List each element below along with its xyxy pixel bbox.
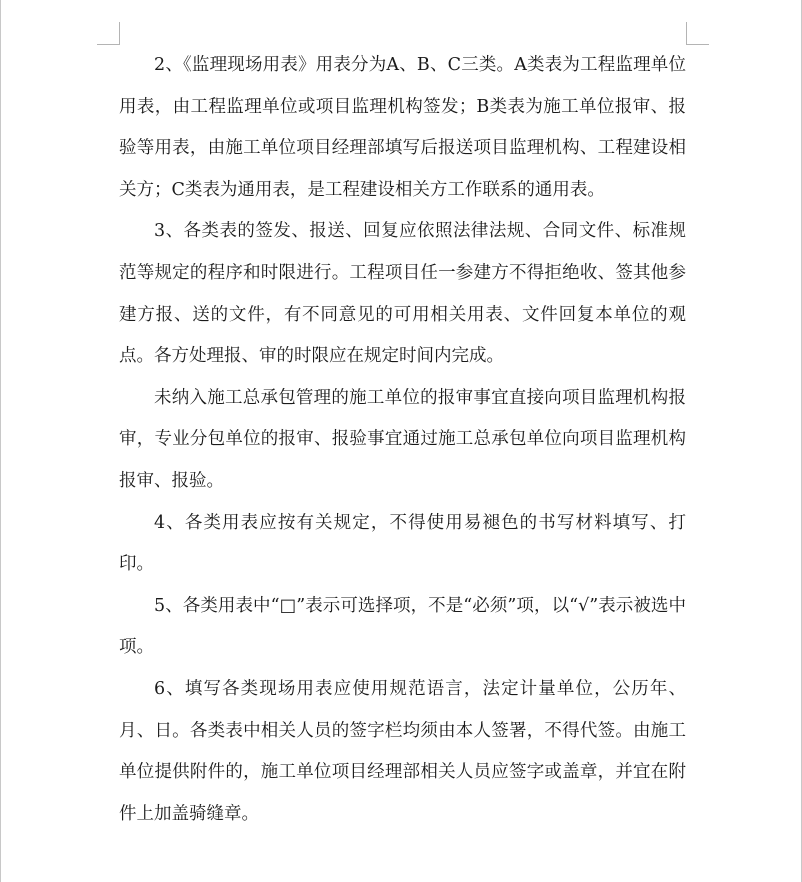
paragraph: 5、各类用表中“□”表示可选择项，不是“必须”项，以“√”表示被选中项。 xyxy=(119,595,686,658)
top-left-margin-mark xyxy=(97,22,120,45)
paragraph: 2、《监理现场用表》用表分为A、B、C三类。A类表为工程监理单位用表，由工程监理单位或项目监理机构签发；B类表为施工单位报审、报验等用表，由施工单位项目经理部填写后报送项目监理机构、工程建设相关方；C类表为通用表，是工程建设相关方工作联系的通用表。 xyxy=(119,55,686,200)
paragraph: 6、填写各类现场用表应使用规范语言，法定计量单位，公历年、月、日。各类表中相关人员的签字栏均须由本人签署，不得代签。由施工单位提供附件的，施工单位项目经理部相关人员应签字或盖章，并宜在附件上加盖骑缝章。 xyxy=(119,678,686,824)
paragraph: 3、各类表的签发、报送、回复应依照法律法规、合同文件、标准规范等规定的程序和时限进行。工程项目任一参建方不得拒绝收、签其他参建方报、送的文件，有不同意见的可用相关用表、文件回复本单位的观点。各方处理报、审的时限应在规定时间内完成。 xyxy=(119,221,686,367)
document-body[interactable] xyxy=(119,45,686,835)
paragraph: 4、各类用表应按有关规定，不得使用易褪色的书写材料填写、打印。 xyxy=(119,512,686,575)
top-right-margin-mark xyxy=(686,22,709,45)
paragraph: 未纳入施工总承包管理的施工单位的报审事宜直接向项目监理机构报审，专业分包单位的报审、报验事宜通过施工总承包单位向项目监理机构报审、报验。 xyxy=(119,387,686,491)
